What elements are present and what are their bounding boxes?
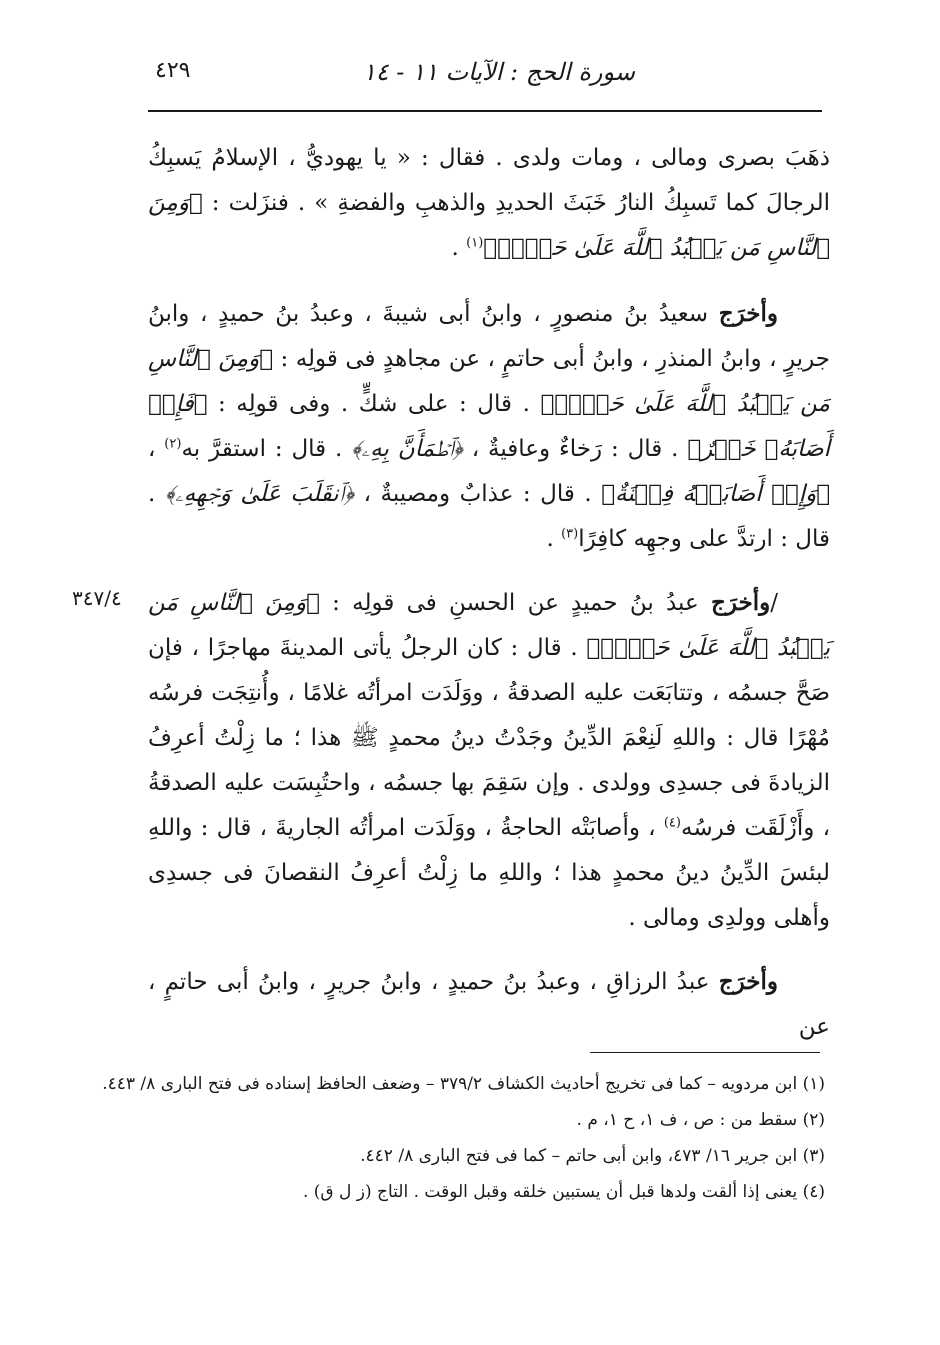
footnote-rule	[590, 1052, 820, 1053]
text-span: ، وأصابَتْه الحاجةُ ، ووَلَدَت امرأتُه الجاريةَ ، قال : واللهِ لبئسَ الدِّينُ دينُ محمدٍ هذا ؛ واللهِ ما زِلْتُ أعرِفُ النقصانَ فى جسدِى وأهلى وولدِى ومالى .	[148, 815, 830, 931]
text-span: .	[546, 526, 562, 552]
footnote-1: (١) ابن مردويه – كما فى تخريج أحاديث الكشاف ٣٧٩/٢ – وضعف الحافظ إسناده فى فتح البارى ٨/ ٤٤٣.	[102, 1074, 825, 1094]
text-span: سعيدُ بنُ منصورٍ ، وابنُ أبى شيبةَ ، وعبدُ بنُ حميدٍ ، وابنُ جريرٍ ، وابنُ المنذرِ ، وابنُ أبى حاتمٍ ، عن مجاهدٍ فى قولِه :	[148, 301, 830, 372]
text-span: . قال : ارتدَّ على وجهِه كافِرًا	[148, 481, 830, 552]
margin-reference: ٣٤٧/٤	[72, 586, 122, 610]
footnote-marker: (١)	[466, 235, 484, 251]
footnote-4: (٤) يعنى إذا ألقت ولدها قبل أن يستبين خلقه وقبل الوقت . التاج (ز ل ق) .	[302, 1182, 825, 1202]
footnotes	[102, 1066, 825, 1210]
running-title: سورة الحج : الآيات ١١ - ١٤	[362, 58, 635, 86]
quran-quote: ﴿وَمِنَ ٱلنَّاسِ مَن يَعۡبُدُ ٱللَّهَ عَلَىٰ حَرۡفٖ﴾	[148, 590, 831, 661]
quran-quote: ﴿وَمِنَ ٱلنَّاسِ مَن يَعۡبُدُ ٱللَّهَ عَلَىٰ حَرۡفٖ﴾	[148, 346, 830, 417]
quran-quote: ﴿وَإِنۡ أَصَابَتۡهُ فِتۡنَةٌ﴾	[601, 481, 831, 507]
text-span: عبدُ بنُ حميدٍ عن الحسنِ فى قولِه :	[319, 590, 711, 616]
running-head	[150, 58, 830, 98]
text-span: عبدُ الرزاقِ ، وعبدُ بنُ حميدٍ ، وابنُ جريرٍ ، وابنُ أبى حاتمٍ ، عن	[148, 969, 830, 1040]
text-span: . قال : كان الرجلُ يأتى المدينةَ مهاجرًا ، فإن صَحَّ جسمُه ، وتتابَعَت عليه الصدقةُ ، ووَلَدَت امرأتُه غلامًا ، وأُنتِجَت فرسُه مُهْرًا قال : واللهِ لَنِعْمَ الدِّينُ وجَدْتُ دينُ محمدٍ ﷺ هذا ؛ ما زِلْتُ أعرِفُ الزيادةَ فى جسدِى وولدى . وإن سَقِمَ بها جسمُه ، واحتُبِسَت عليه الصدقةُ ، وأَزْلَقَت فرسُه	[148, 635, 830, 841]
lead-word: وأخرَج	[710, 589, 771, 616]
footnote-2: (٢) سقط من : ص ، ف ١، ح ١، م .	[576, 1110, 825, 1130]
page-number: ٤٢٩	[155, 58, 191, 83]
footnote-marker: (٢)	[164, 436, 182, 452]
footnote-marker: (٤)	[663, 815, 681, 831]
footnote-3: (٣) ابن جرير ١٦/ ٤٧٣، وابن أبى حاتم – كما فى فتح البارى ٨/ ٤٤٢.	[360, 1146, 825, 1166]
paragraph-4	[148, 959, 830, 1050]
page-break-mark: /	[770, 590, 778, 616]
quran-quote: ﴿ٱنقَلَبَ عَلَىٰ وَجۡهِهِۦ﴾	[164, 481, 355, 507]
quran-quote: ﴿وَمِنَ ٱلنَّاسِ مَن يَعۡبُدُ ٱللَّهَ عَلَىٰ حَرۡفٖ﴾	[148, 190, 830, 261]
text-span: . قال : على شكٍّ . وفى قولِه :	[207, 391, 541, 417]
footnote-marker: (٣)	[561, 526, 579, 542]
paragraph-1	[148, 136, 830, 271]
body-text	[148, 136, 830, 1068]
text-span: . قال : عذابٌ ومصيبةٌ ،	[354, 481, 602, 507]
text-span: . قال : رَخاءٌ وعافيةٌ ،	[462, 436, 688, 462]
paragraph-3	[148, 580, 830, 941]
paragraph-2	[148, 291, 830, 562]
text-span: ذهَبَ بصرى ومالى ، ومات ولدى . فقال : « يا يهوديُّ ، الإسلامُ يَسبِكُ الرجالَ كما تَسبِكُ النارُ خَبَثَ الحديدِ والذهبِ والفضةِ » . فنزَلت :	[148, 145, 830, 216]
text-span: .	[451, 235, 467, 261]
text-span: . قال : استقرَّ به	[181, 436, 352, 462]
quran-quote: ﴿ٱطۡمَأَنَّ بِهِۦ﴾	[351, 436, 463, 462]
quran-quote: ﴿فَإِنۡ أَصَابَهُۥ خَيۡرٌ﴾	[148, 391, 830, 462]
header-rule	[148, 110, 822, 112]
text-span: ،	[148, 436, 165, 462]
lead-word: وأخرَج	[718, 300, 778, 327]
lead-word: وأخرَج	[718, 968, 778, 995]
